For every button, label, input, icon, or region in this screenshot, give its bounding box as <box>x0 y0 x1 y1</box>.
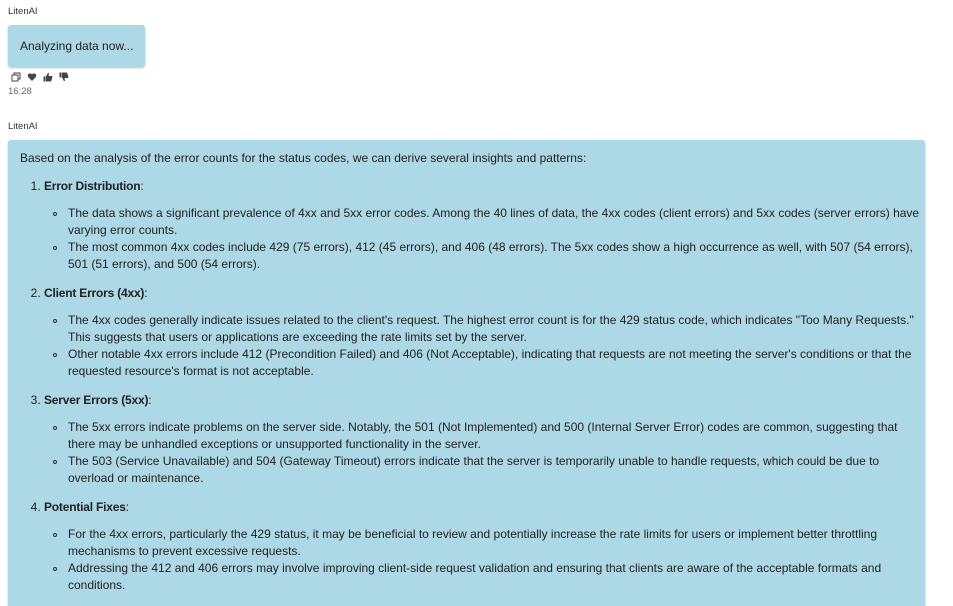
thumbs-up-icon[interactable] <box>42 71 54 83</box>
message-timestamp: 16:28 <box>8 86 32 97</box>
thumbs-down-icon[interactable] <box>58 71 70 83</box>
copy-icon[interactable] <box>10 71 22 83</box>
list-item: 4. Potential Fixes: For the 4xx errors, particularly the 429 status, it may be beneficial to review and potentially increase the rate limits for users or implement better throttling mechanisms to prevent excessive requests. Addressing the 412 and 406 errors may involve improving client-side request validation and ensuring that clients are aware of the acceptable formats and conditions. <box>44 499 924 594</box>
bullet-point: For the 4xx errors, particularly the 429 status, it may be beneficial to review and potentially increase the rate limits for users or implement better throttling mechanisms to prevent excessive requests. <box>68 526 924 560</box>
bullet-point: Addressing the 412 and 406 errors may involve improving client-side request validation and ensuring that clients are aware of the acceptable formats and conditions. <box>68 560 924 594</box>
message-intro: Based on the analysis of the error counts for the status codes, we can derive several insights and patterns: <box>20 151 587 165</box>
insights-list <box>20 178 924 606</box>
list-item: 3. Server Errors (5xx): The 5xx errors indicate problems on the server side. Notably, the 501 (Not Implemented) and 500 (Internal Server Error) codes are common, suggesting that there may be unhandled exceptions or unsupported functionality in the server. The 503 (Service Unavailable) and 504 (Gateway Timeout) errors indicate that the server is temporarily unable to handle requests, which could be due to overload or maintenance. <box>44 392 924 487</box>
bullet-point: Other notable 4xx errors include 412 (Precondition Failed) and 406 (Not Acceptable), indicating that requests are not meeting the server's conditions or that the requested resource's format is not acceptable. <box>68 346 924 380</box>
bullet-point: The 4xx codes generally indicate issues related to the client's request. The highest error count is for the 429 status code, which indicates "Too Many Requests." This suggests that users or applications are exceeding the rate limits set by the server. <box>68 312 924 346</box>
section-title: Error Distribution <box>44 179 141 193</box>
message-sender: LitenAI <box>8 6 38 17</box>
heart-icon[interactable] <box>26 71 38 83</box>
section-title: Server Errors (5xx) <box>44 393 149 407</box>
section-title: Potential Fixes <box>44 500 126 514</box>
message-bubble <box>8 140 925 606</box>
section-title: Client Errors (4xx) <box>44 286 145 300</box>
bullet-point: The data shows a significant prevalence of 4xx and 5xx error codes. Among the 40 lines of data, the 4xx codes (client errors) and 5xx codes (server errors) have varying error counts. <box>68 205 924 239</box>
message-text: Analyzing data now... <box>20 39 134 53</box>
message-actions <box>10 71 70 83</box>
list-item: 1. Error Distribution: The data shows a significant prevalence of 4xx and 5xx error codes. Among the 40 lines of data, the 4xx codes (client errors) and 5xx codes (server errors) have varying error counts. The most common 4xx codes include 429 (75 errors), 412 (45 errors), and 406 (48 errors). The 5xx codes show a high occurrence as well, with 507 (54 errors), 501 (51 errors), and 500 (54 errors). <box>44 178 924 273</box>
bullet-point: The most common 4xx codes include 429 (75 errors), 412 (45 errors), and 406 (48 errors). The 5xx codes show a high occurrence as well, with 507 (54 errors), 501 (51 errors), and 500 (54 errors). <box>68 239 924 273</box>
bullet-point: The 503 (Service Unavailable) and 504 (Gateway Timeout) errors indicate that the server is temporarily unable to handle requests, which could be due to overload or maintenance. <box>68 453 924 487</box>
bullet-point: The 5xx errors indicate problems on the server side. Notably, the 501 (Not Implemented) and 500 (Internal Server Error) codes are common, suggesting that there may be unhandled exceptions or unsupported functionality in the server. <box>68 419 924 453</box>
message-sender: LitenAI <box>8 121 38 132</box>
list-item: 2. Client Errors (4xx): The 4xx codes generally indicate issues related to the client's request. The highest error count is for the 429 status code, which indicates "Too Many Requests." This suggests that users or applications are exceeding the rate limits set by the server. Other notable 4xx errors include 412 (Precondition Failed) and 406 (Not Acceptable), indicating that requests are not meeting the server's conditions or that the requested resource's format is not acceptable. <box>44 285 924 380</box>
message-bubble <box>8 25 145 67</box>
